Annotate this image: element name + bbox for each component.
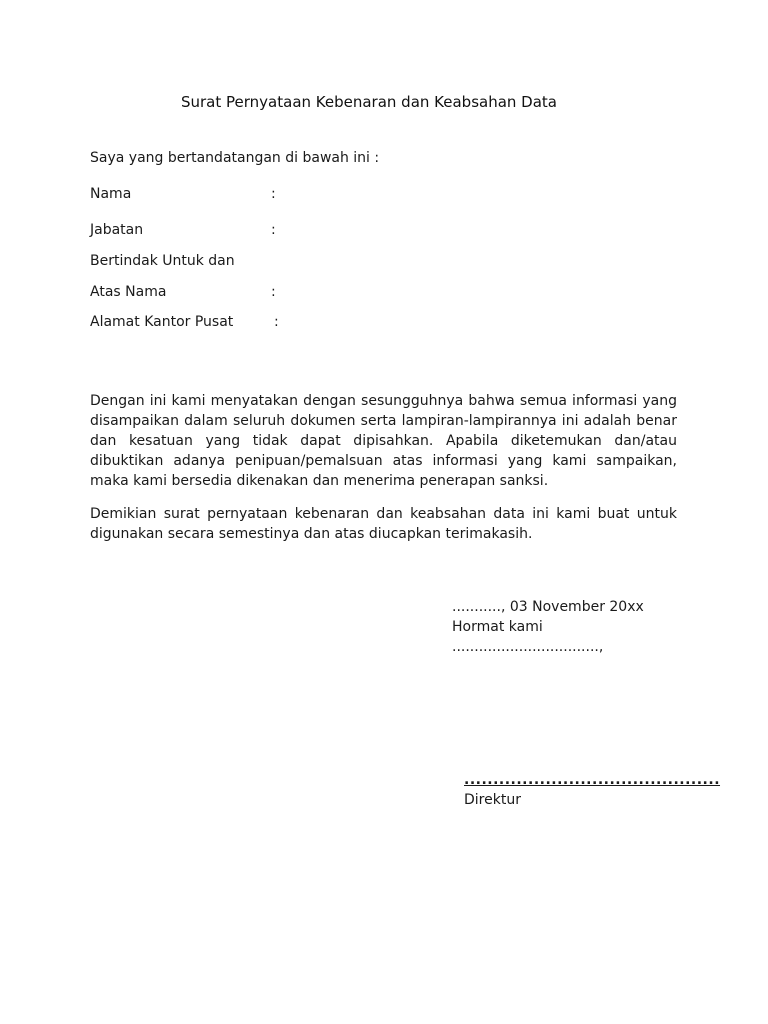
field-bertindak [90, 253, 235, 269]
field-label: Bertindak Untuk dan [90, 253, 235, 269]
field-colon: : [274, 314, 279, 330]
signatory-title: Direktur [464, 792, 521, 808]
place-date: ..........., 03 November 20xx [452, 599, 644, 615]
closing-paragraph: Demikian surat pernyataan kebenaran dan keabsahan data ini kami buat untuk digunakan secara semestinya dan atas diucapkan terimakasih. [90, 506, 677, 542]
field-colon: : [271, 284, 276, 300]
field-nama [90, 186, 276, 202]
field-alamat [90, 314, 279, 330]
field-colon: : [271, 186, 276, 202]
field-colon: : [271, 222, 276, 238]
field-jabatan [90, 222, 276, 238]
intro-text: Saya yang bertandatangan di bawah ini : [90, 150, 380, 166]
field-label: Nama [90, 186, 132, 202]
field-label: Alamat Kantor Pusat [90, 314, 234, 330]
statement-paragraph: Dengan ini kami menyatakan dengan sesungguhnya bahwa semua informasi yang disampaikan dalam seluruh dokumen serta lampiran-lampirannya ini adalah benar dan kesatuan yang tidak dapat dipisahkan. Apabila diketemukan dan/atau dibuktikan adanya penipuan/pemalsuan atas informasi yang kami sampaikan, maka kami bersedia dikenakan dan menerima penerapan sanksi. [90, 393, 677, 489]
closing-salutation: Hormat kami [452, 619, 543, 635]
field-label: Atas Nama [90, 284, 167, 300]
signature-line: ............................................ [464, 772, 721, 788]
director-block [464, 770, 720, 810]
document-title: Surat Pernyataan Kebenaran dan Keabsahan Data [180, 93, 557, 111]
field-label: Jabatan [90, 222, 144, 238]
signature-block [452, 597, 644, 657]
company-name-line: ................................., [452, 639, 604, 655]
field-atas-nama [90, 284, 276, 300]
